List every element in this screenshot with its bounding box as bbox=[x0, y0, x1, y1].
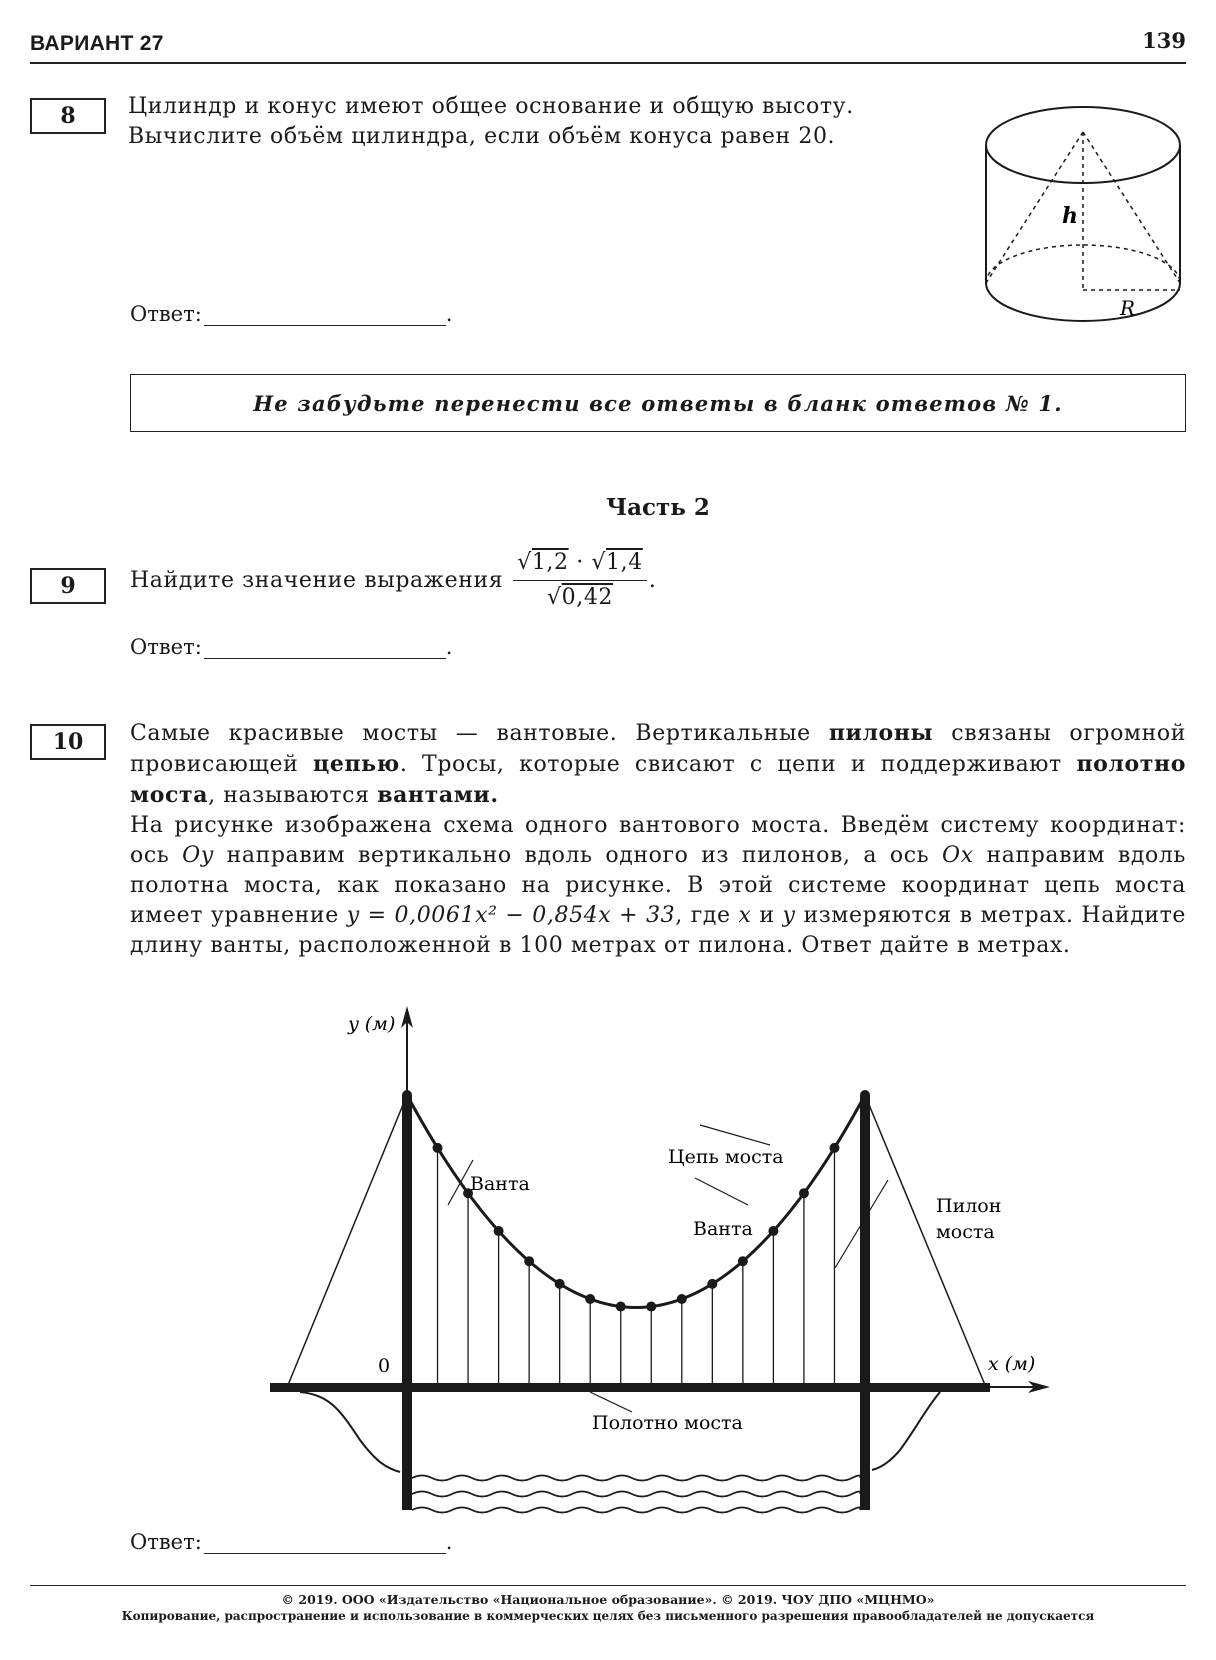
task-10-answer: Ответ: . bbox=[130, 1530, 453, 1554]
variant-title: ВАРИАНТ 27 bbox=[30, 32, 164, 55]
task-10-p2-e: измеряются в метрах. Найдите длину ванты, расположенной в 100 метрах от пилона. Ответ дайте в метрах. bbox=[130, 903, 1186, 958]
bridge-deck bbox=[270, 1383, 990, 1392]
bridge-diagram bbox=[260, 1000, 1060, 1520]
term-chain: цепью bbox=[313, 751, 400, 777]
task-8-number-box: 8 bbox=[30, 98, 106, 134]
task-10-p1-e: . Тросы, которые свисают с цепи и поддерживают bbox=[399, 752, 1062, 777]
part-2-title: Часть 2 bbox=[606, 494, 710, 521]
hanger-joint bbox=[738, 1256, 748, 1266]
left-pylon-stay bbox=[288, 1095, 407, 1385]
task-8-line-1: Цилиндр и конус имеют общее основание и общую высоту. bbox=[128, 94, 854, 119]
hangers-group bbox=[402, 1090, 870, 1383]
water-waves bbox=[412, 1476, 860, 1513]
task-10-number-box: 10 bbox=[30, 724, 106, 760]
hanger-joint bbox=[524, 1256, 534, 1266]
task-8-answer-field[interactable] bbox=[204, 303, 446, 326]
task-9-answer: Ответ: . bbox=[130, 635, 453, 659]
task-10-p2-d: , где bbox=[675, 903, 731, 928]
var-y: y bbox=[782, 903, 796, 928]
pylon-label-line-1: Пилон bbox=[936, 1195, 1002, 1217]
task-10-paragraph-1: Самые красивые мосты — вантовые. Вертикальные пилоны связаны огромной провисающей цепью. Тросы, которые свисают с цепи и поддерживают полотно моста, называются вантами. bbox=[130, 720, 1187, 808]
task-10-p2-a: На рисунке изображена схема одного вантового моста. Введём систему координат: ось bbox=[130, 813, 1186, 868]
vanta-2-label: Ванта bbox=[693, 1218, 753, 1240]
left-riverbank bbox=[300, 1392, 400, 1472]
deck-leader bbox=[590, 1392, 632, 1412]
cylinder-radius-label: R bbox=[1120, 296, 1136, 320]
reminder-box bbox=[130, 374, 1186, 432]
hanger-joint bbox=[677, 1294, 687, 1304]
radicand-1-4: 1,4 bbox=[606, 550, 643, 575]
term-deck: полотно моста bbox=[130, 751, 1187, 808]
task-9-text: Найдите значение выражения $\frac{√1,2 \cdot √1,4}{√0,42}$ . bbox=[130, 548, 1030, 613]
task-8-answer: Ответ: . bbox=[130, 302, 453, 326]
axis-ox-ref: Ox bbox=[942, 843, 974, 868]
hanger-joint bbox=[646, 1302, 656, 1312]
pylon-label-line-2: моста bbox=[936, 1221, 995, 1243]
radicand-0-42: 0,42 bbox=[561, 585, 614, 610]
hanger-joint bbox=[433, 1143, 443, 1153]
vanta-1-label: Ванта bbox=[470, 1173, 530, 1195]
bridge-chain bbox=[407, 1095, 865, 1308]
radicand-1-2: 1,2 bbox=[531, 550, 569, 575]
task-10-p2-and: и bbox=[759, 903, 775, 928]
footer-notice: Копирование, распространение и использование в коммерческих целях без письменного разрешения правообладателей не допускается bbox=[121, 1609, 1095, 1623]
task-9-question: Найдите значение выражения bbox=[130, 567, 504, 593]
hanger-joint bbox=[768, 1226, 778, 1236]
task-10-p2-b: направим вертикально вдоль одного из пилонов, а ось bbox=[226, 843, 930, 868]
header-divider bbox=[30, 62, 1186, 64]
task-9-fraction: $\frac{√1,2 \cdot √1,4}{√0,42}$ bbox=[513, 548, 647, 613]
task-9-answer-field[interactable] bbox=[204, 636, 446, 659]
task-10-paragraph-2 bbox=[130, 811, 1186, 961]
chain-leader bbox=[700, 1125, 770, 1145]
task-8-answer-label: Ответ: bbox=[130, 302, 202, 326]
page-number: 139 bbox=[1142, 28, 1186, 53]
task-10-answer-label: Ответ: bbox=[130, 1530, 202, 1554]
hanger-joint bbox=[616, 1302, 626, 1312]
right-pylon bbox=[860, 1095, 870, 1510]
left-pylon bbox=[402, 1095, 412, 1510]
cylinder-cone-figure bbox=[980, 100, 1190, 340]
task-8-text bbox=[128, 92, 958, 152]
reminder-text: Не забудьте перенести все ответы в бланк ответов № 1. bbox=[253, 390, 1063, 416]
task-9-answer-label: Ответ: bbox=[130, 635, 202, 659]
deck-label: Полотно моста bbox=[592, 1412, 743, 1434]
footer-divider bbox=[30, 1585, 1186, 1586]
hanger-joint bbox=[707, 1279, 717, 1289]
right-riverbank bbox=[872, 1392, 940, 1470]
x-axis-label: x (м) bbox=[988, 1353, 1036, 1375]
axis-oy-ref: Oy bbox=[182, 843, 214, 868]
cone-height-label: h bbox=[1062, 203, 1078, 229]
footer-copyright: © 2019. ООО «Издательство «Национальное образование». © 2019. ЧОУ ДПО «МЦНМО» bbox=[281, 1592, 935, 1607]
task-10-text bbox=[130, 718, 1186, 961]
task-10-p1-g: , называются bbox=[208, 783, 370, 808]
hanger-joint bbox=[799, 1188, 809, 1198]
task-10-p2-c: направим вдоль полотна моста, как показано на рисунке. В этой системе координат цепь моста имеет уравнение bbox=[130, 843, 1186, 928]
task-9-number-box: 9 bbox=[30, 568, 106, 604]
term-cables: вантами bbox=[377, 782, 491, 808]
vanta-2-leader bbox=[695, 1178, 748, 1205]
task-10-p1-c: связаны огромной провисающей bbox=[130, 721, 1187, 777]
task-8-line-2: Вычислите объём цилиндра, если объём конуса равен 20. bbox=[128, 124, 836, 149]
chain-label: Цепь моста bbox=[668, 1146, 784, 1168]
hanger-joint bbox=[585, 1294, 595, 1304]
hanger-joint bbox=[829, 1143, 839, 1153]
y-axis-label: y (м) bbox=[348, 1013, 396, 1035]
task-10-answer-field[interactable] bbox=[204, 1531, 446, 1554]
hanger-joint bbox=[555, 1279, 565, 1289]
task-10-p1-a: Самые красивые мосты — вантовые. Вертикальные bbox=[130, 721, 811, 746]
chain-equation: y = 0,0061x² − 0,854x + 33 bbox=[346, 903, 676, 928]
term-pylons: пилоны bbox=[828, 720, 934, 746]
origin-label: 0 bbox=[378, 1355, 391, 1377]
hanger-joint bbox=[494, 1226, 504, 1236]
var-x: x bbox=[738, 903, 752, 928]
